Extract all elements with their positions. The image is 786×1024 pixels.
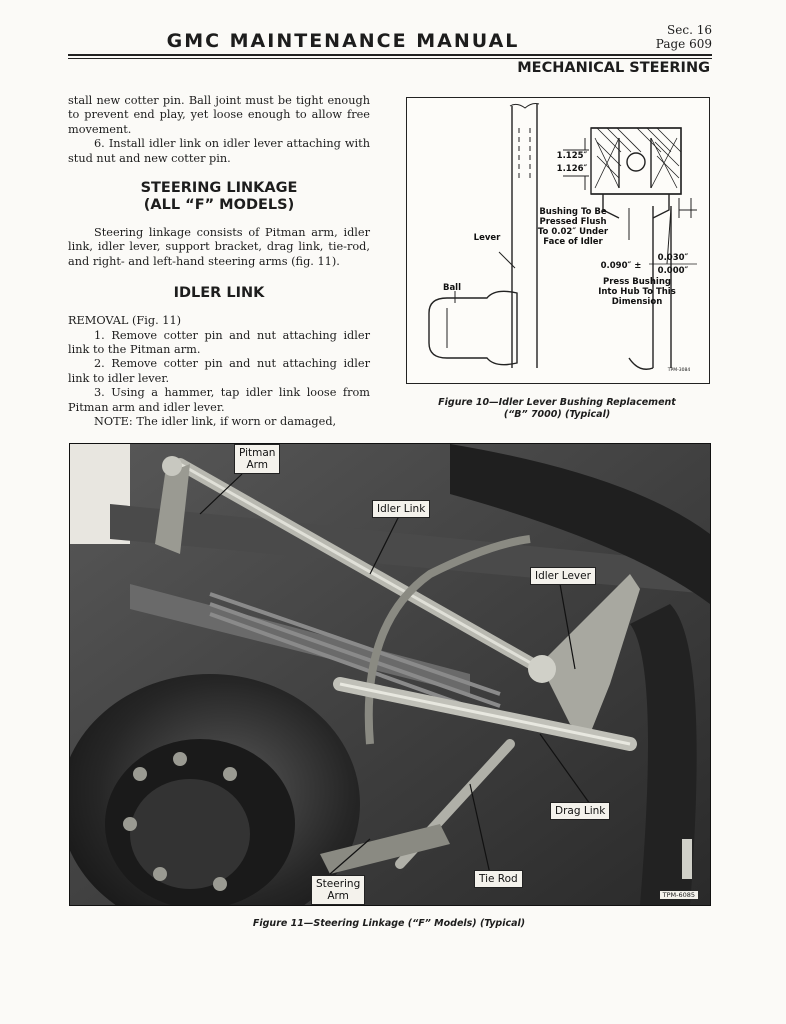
text-column <box>68 94 370 430</box>
figure-10-caption-line-1: Figure 10—Idler Lever Bushing Replacement <box>438 397 676 408</box>
header-rule <box>68 54 712 56</box>
label-steering-arm <box>311 875 365 905</box>
dim-top-label: 1.125″ <box>556 151 588 161</box>
step-3: 3. Using a hammer, tap idler link loose from Pitman arm and idler lever. <box>68 386 370 414</box>
figure-10-diagram <box>406 97 710 384</box>
figure-10-code: TPM-3084 <box>667 368 691 373</box>
bushing-note-1: Bushing To Be <box>539 207 607 217</box>
paragraph-linkage: Steering linkage consists of Pitman arm, idler link, idler lever, support bracket, drag link, tie-rod, and right- and left-hand steering arms (fig. 11). <box>68 226 370 268</box>
dim-bottom-label: 1.126″ <box>556 164 588 174</box>
bushing-note-2: Pressed Flush <box>539 217 607 227</box>
figure-11-code: TPM-6085 <box>660 891 698 899</box>
note: NOTE: The idler link, if worn or damaged, <box>94 415 337 429</box>
label-pitman-arm <box>234 444 280 474</box>
section-heading: MECHANICAL STEERING <box>517 60 710 76</box>
lever-label: Lever <box>473 233 501 243</box>
label-pitman-arm-line-1: Pitman <box>239 447 276 459</box>
header-rule-thin <box>68 58 712 59</box>
removal-heading: REMOVAL (Fig. 11) <box>68 314 182 328</box>
section-page-info <box>656 23 712 51</box>
bushing-note-4: Face of Idler <box>543 237 603 247</box>
step-2: 2. Remove cotter pin and nut attaching idler link to idler lever. <box>68 357 370 385</box>
ball-label: Ball <box>442 283 462 293</box>
figure-10-caption-line-2: (“B” 7000) (Typical) <box>503 409 611 420</box>
label-drag-link: Drag Link <box>550 802 610 820</box>
heading-line-1: STEERING LINKAGE <box>140 180 298 197</box>
press-note-1: Press Bushing <box>603 277 671 287</box>
gap-top-label: 0.030″ <box>657 253 689 263</box>
idler-lever-drawing <box>407 98 709 383</box>
press-note-3: Dimension <box>611 297 663 307</box>
step-1: 1. Remove cotter pin and nut attaching idler link to the Pitman arm. <box>68 328 370 357</box>
label-tie-rod: Tie Rod <box>474 870 523 888</box>
press-note-2: Into Hub To This <box>598 287 676 297</box>
step-6: 6. Install idler link on idler lever attaching with stud nut and new cotter pin. <box>68 137 370 165</box>
section-number: Sec. 16 <box>667 23 712 37</box>
figure-11-photo <box>69 443 711 906</box>
figure-11-caption: Figure 11—Steering Linkage (“F” Models) (Typical) <box>252 918 526 929</box>
label-idler-link: Idler Link <box>372 500 430 518</box>
label-idler-lever: Idler Lever <box>530 567 596 585</box>
heading-line-2: (ALL “F” MODELS) <box>143 197 295 214</box>
label-steering-arm-line-2: Arm <box>327 890 349 902</box>
gap-bottom-label: 0.000″ <box>657 266 689 276</box>
bushing-note-3: To 0.02″ Under <box>537 227 609 237</box>
gap-left-label: 0.090″ ± <box>600 261 642 271</box>
label-pitman-arm-line-2: Arm <box>246 459 268 471</box>
figure-10-caption <box>406 397 708 421</box>
heading-steering-linkage <box>68 180 370 214</box>
page-number: Page 609 <box>655 37 712 51</box>
label-steering-arm-line-1: Steering <box>316 878 361 890</box>
heading-idler-link: IDLER LINK <box>173 285 265 302</box>
paragraph-continued: stall new cotter pin. Ball joint must be tight enough to prevent end play, yet loose enough to allow free movement. <box>68 94 370 136</box>
manual-title: GMC MAINTENANCE MANUAL <box>166 30 520 52</box>
